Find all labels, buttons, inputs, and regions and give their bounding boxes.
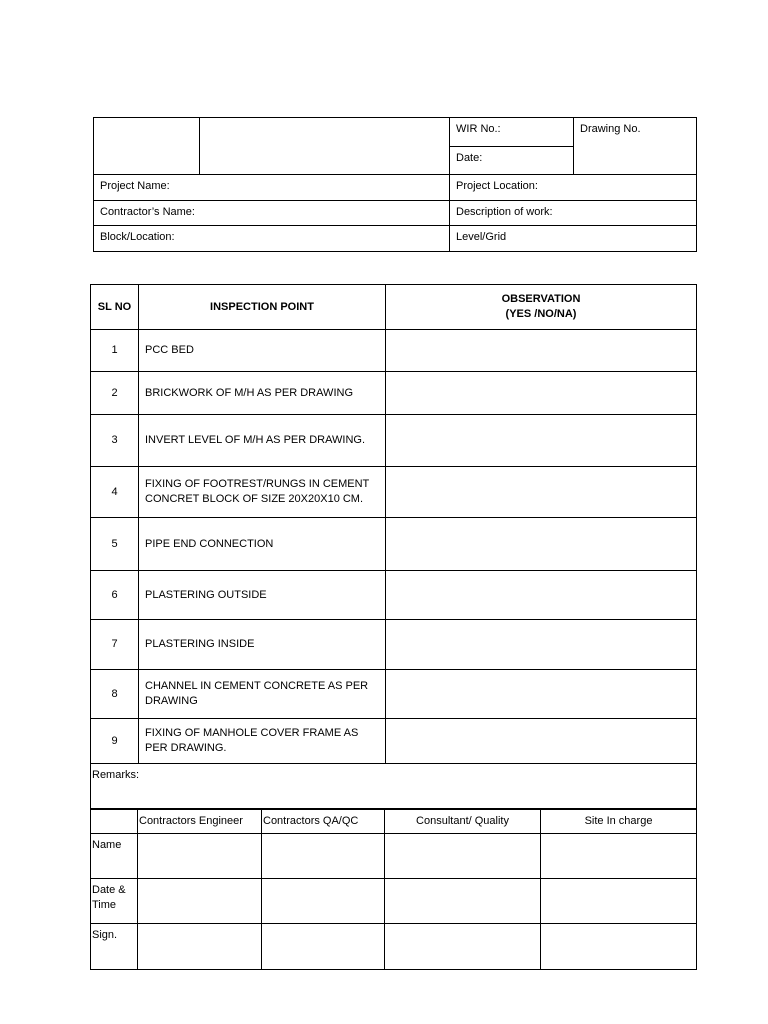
signoff-cell[interactable] xyxy=(262,834,385,879)
observation-options: (YES /NO/NA) xyxy=(505,308,577,320)
table-row xyxy=(91,518,697,571)
signoff-row-sign xyxy=(91,924,697,970)
row-number: 3 xyxy=(91,415,139,467)
contractor-name-field[interactable]: Contractor’s Name: xyxy=(94,201,450,226)
row-number: 1 xyxy=(91,330,139,372)
project-name-field[interactable]: Project Name: xyxy=(94,175,450,201)
col-header-site-in-charge: Site In charge xyxy=(541,810,697,834)
signoff-cell[interactable] xyxy=(262,924,385,970)
row-number: 6 xyxy=(91,571,139,620)
inspection-point: CHANNEL IN CEMENT CONCRETE AS PER DRAWING xyxy=(139,670,386,719)
row-number: 9 xyxy=(91,719,139,764)
observation-cell[interactable] xyxy=(386,571,697,620)
table-row xyxy=(91,620,697,670)
signoff-cell[interactable] xyxy=(138,834,262,879)
observation-cell[interactable] xyxy=(386,330,697,372)
wir-no-field[interactable]: WIR No.: xyxy=(450,118,574,147)
table-row xyxy=(91,670,697,719)
signoff-table xyxy=(90,809,697,970)
block-location-field[interactable]: Block/Location: xyxy=(94,226,450,252)
inspection-point: PCC BED xyxy=(139,330,386,372)
row-label-date-time: Date & Time xyxy=(91,879,138,924)
date-field[interactable]: Date: xyxy=(450,147,574,175)
inspection-point: FIXING OF FOOTREST/RUNGS IN CEMENT CONCRET BLOCK OF SIZE 20X20X10 CM. xyxy=(139,467,386,518)
observation-cell[interactable] xyxy=(386,620,697,670)
logo-cell-left xyxy=(94,118,200,175)
signoff-cell[interactable] xyxy=(541,834,697,879)
signoff-corner-cell xyxy=(91,810,138,834)
inspection-point: INVERT LEVEL OF M/H AS PER DRAWING. xyxy=(139,415,386,467)
remarks-field[interactable]: Remarks: xyxy=(91,764,697,809)
row-number: 4 xyxy=(91,467,139,518)
table-row xyxy=(91,372,697,415)
inspection-point: PIPE END CONNECTION xyxy=(139,518,386,571)
row-number: 2 xyxy=(91,372,139,415)
row-number: 8 xyxy=(91,670,139,719)
table-row xyxy=(91,571,697,620)
inspection-point: BRICKWORK OF M/H AS PER DRAWING xyxy=(139,372,386,415)
inspection-point: PLASTERING OUTSIDE xyxy=(139,571,386,620)
signoff-cell[interactable] xyxy=(541,924,697,970)
observation-cell[interactable] xyxy=(386,372,697,415)
header-table xyxy=(93,117,697,252)
inspection-point: PLASTERING INSIDE xyxy=(139,620,386,670)
col-header-contractors-engineer: Contractors Engineer xyxy=(138,810,262,834)
inspection-point: FIXING OF MANHOLE COVER FRAME AS PER DRAWING. xyxy=(139,719,386,764)
signoff-cell[interactable] xyxy=(385,879,541,924)
inspection-table xyxy=(90,284,697,809)
drawing-no-field[interactable]: Drawing No. xyxy=(574,118,697,175)
table-row xyxy=(91,415,697,467)
level-grid-field[interactable]: Level/Grid xyxy=(450,226,697,252)
table-row xyxy=(91,467,697,518)
signoff-cell[interactable] xyxy=(138,879,262,924)
row-label-sign: Sign. xyxy=(91,924,138,970)
table-row xyxy=(91,719,697,764)
row-number: 5 xyxy=(91,518,139,571)
signoff-row-date-time xyxy=(91,879,697,924)
signoff-cell[interactable] xyxy=(385,924,541,970)
observation-cell[interactable] xyxy=(386,415,697,467)
logo-cell-center xyxy=(200,118,450,175)
table-row xyxy=(91,330,697,372)
signoff-cell[interactable] xyxy=(138,924,262,970)
col-header-consultant-quality: Consultant/ Quality xyxy=(385,810,541,834)
col-header-contractors-qa-qc: Contractors QA/QC xyxy=(262,810,385,834)
observation-cell[interactable] xyxy=(386,518,697,571)
description-of-work-field[interactable]: Description of work: xyxy=(450,201,697,226)
observation-title: OBSERVATION xyxy=(501,293,581,305)
row-label-name: Name xyxy=(91,834,138,879)
col-header-inspection-point: INSPECTION POINT xyxy=(139,285,386,330)
observation-cell[interactable] xyxy=(386,467,697,518)
col-header-sl-no: SL NO xyxy=(91,285,139,330)
signoff-cell[interactable] xyxy=(541,879,697,924)
col-header-observation xyxy=(386,285,697,330)
observation-cell[interactable] xyxy=(386,670,697,719)
project-location-field[interactable]: Project Location: xyxy=(450,175,697,201)
signoff-cell[interactable] xyxy=(385,834,541,879)
signoff-row-name xyxy=(91,834,697,879)
row-number: 7 xyxy=(91,620,139,670)
signoff-cell[interactable] xyxy=(262,879,385,924)
observation-cell[interactable] xyxy=(386,719,697,764)
